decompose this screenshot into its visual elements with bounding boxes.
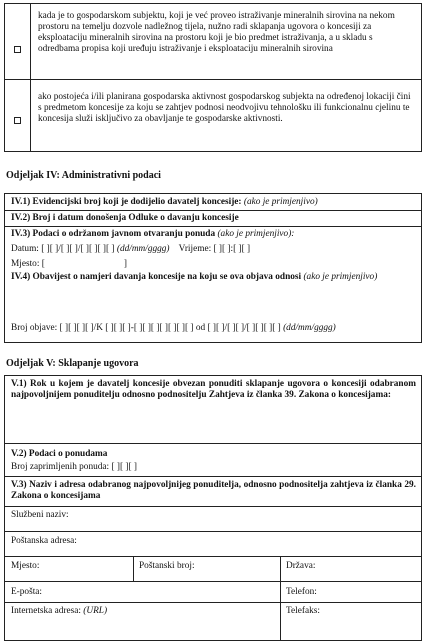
od-format: (dd/mm/gggg) xyxy=(283,323,336,333)
datum-format: (dd/mm/gggg) xyxy=(116,244,170,254)
iv1-label: IV.1) Evidencijski broj koji je dodijelio davatelj koncesije: xyxy=(11,197,242,207)
broj-objave-value[interactable]: [ ][ ][ ][ ]/K [ ][ ][ ]-[ ][ ][ ][ ][ ][ ][ ] xyxy=(59,323,194,333)
iv1-divider xyxy=(4,210,422,211)
section-4-heading: Odjeljak IV: Administrativni podaci xyxy=(6,170,161,181)
v2-count-row xyxy=(11,462,137,473)
options-divider-vertical xyxy=(30,3,31,152)
option-1-text: kada je to gospodarskom subjektu, koji je već proveo istraživanje mineralnih sirovina na nekom prostoru na temelju dozvole nadležnog tijela, nužno radi sklapanja ugovora o koncesiji za eksploataciju mineralnih sirovina na prostoru koji je bio predmet istraživanja, a u skladu s odredbama propisa koji uređuju istraživanje i eksploataciju mineralnih sirovina xyxy=(38,11,395,55)
od-label: od xyxy=(195,323,206,333)
v1-label: V.1) Rok u kojem je davatelj koncesije obvezan ponuditi sklapanje ugovora o koncesiji odabranom najpovoljnijem ponuditelju odnosno podnositelju Zahtjeva iz članka 39. Zakona o koncesijama: xyxy=(11,379,416,401)
vrijeme-label: Vrijeme: xyxy=(178,244,212,254)
datum-value[interactable]: [ ][ ]/[ ][ ]/[ ][ ][ ][ ] xyxy=(41,244,115,254)
v2-count-label: Broj zaprimljenih ponuda: xyxy=(11,462,110,472)
row4-divider xyxy=(280,581,281,602)
broj-objave-label: Broj objave: xyxy=(11,323,58,333)
iv4-label: IV.4) Obavijest o namjeri davanja koncesije na koju se ova objava odnosi xyxy=(11,272,302,282)
internetska-adresa-row xyxy=(11,606,107,617)
v3-divider xyxy=(4,506,422,507)
option-2-checkbox[interactable] xyxy=(14,117,21,124)
iv3-note: (ako je primjenjivo): xyxy=(217,229,295,239)
v2-divider xyxy=(4,476,422,477)
sluzbeni-naziv-label: Službeni naziv: xyxy=(11,510,69,520)
option-1-checkbox[interactable] xyxy=(14,46,21,53)
row-divider-4 xyxy=(4,602,422,603)
v2-count-value[interactable]: [ ][ ][ ] xyxy=(111,462,138,472)
options-divider-horizontal xyxy=(4,79,422,80)
row3-divider-a xyxy=(133,556,134,581)
postanski-broj-label: Poštanski broj: xyxy=(139,561,195,571)
eposta-label: E-pošta: xyxy=(11,587,42,597)
broj-objave-row xyxy=(11,323,336,334)
iv4-text xyxy=(11,272,416,283)
row5-divider xyxy=(280,602,281,641)
datum-label: Datum: xyxy=(11,244,39,254)
iv3-row xyxy=(11,229,294,240)
iv2-divider xyxy=(4,226,422,227)
vrijeme-value[interactable]: [ ][ ]:[ ][ ] xyxy=(213,244,251,254)
row-divider-1 xyxy=(4,531,422,532)
drzava-label: Država: xyxy=(286,561,316,571)
row-divider-3 xyxy=(4,581,422,582)
telefaks-label: Telefaks: xyxy=(286,606,320,616)
section-5-heading: Odjeljak V: Sklapanje ugovora xyxy=(6,358,139,369)
iv1-note: (ako je primjenjivo) xyxy=(243,197,318,207)
mjesto-value[interactable]: [ ] xyxy=(41,259,127,269)
mjesto-label: Mjesto: xyxy=(11,259,40,269)
v2-label: V.2) Podaci o ponudama xyxy=(11,449,108,459)
option-2-text: ako postojeća i/ili planirana gospodarska aktivnost gospodarskog subjekta na određenoj lokaciji čini s predmetom koncesije za koju se zahtjev podnosi neodvojivu tehnološku ili funkcionalnu cjelinu te koncesija služi isključivo za obavljanje te gospodarske aktivnosti. xyxy=(38,92,411,125)
iv2-label: IV.2) Broj i datum donošenja Odluke o davanju koncesije xyxy=(11,213,239,223)
internetska-adresa-label: Internetska adresa: xyxy=(11,606,81,616)
mjesto-field-label: Mjesto: xyxy=(11,561,40,571)
v3-label: V.3) Naziv i adresa odabranog najpovoljnijeg ponuditelja, odnosno podnositelja zahtjeva iz članka 29. Zakona o koncesijama xyxy=(11,480,416,502)
row-divider-2 xyxy=(4,556,422,557)
v1-divider xyxy=(4,443,422,444)
telefon-label: Telefon: xyxy=(286,587,317,597)
od-value[interactable]: [ ][ ]/[ ][ ]/[ ][ ][ ][ ] xyxy=(207,323,281,333)
iv4-note: (ako je primjenjivo) xyxy=(303,272,378,282)
iv3-label: IV.3) Podaci o održanom javnom otvaranju ponuda xyxy=(11,229,216,239)
mjesto-row xyxy=(11,259,127,270)
iv1-row xyxy=(11,197,318,208)
internetska-url: (URL) xyxy=(83,606,108,616)
datum-row xyxy=(11,244,250,255)
postanska-adresa-label: Poštanska adresa: xyxy=(11,536,77,546)
row3-divider-b xyxy=(280,556,281,581)
